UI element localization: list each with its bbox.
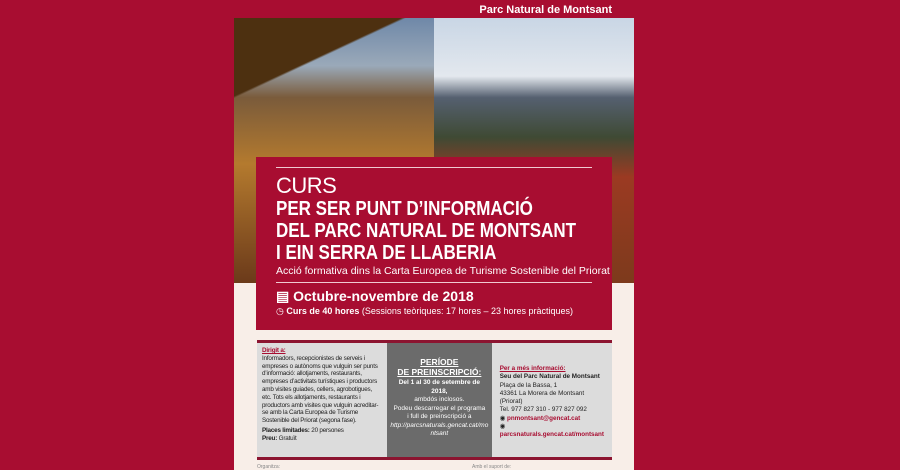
support-label: Amb el suport de: [472,464,512,470]
contact-address: Plaça de la Bassa, 1 [499,381,558,389]
web-icon: ◉ [499,423,506,431]
contact-box [492,343,612,457]
course-label: CURS [276,173,337,198]
registration-box [387,343,492,457]
registration-text: i full de preinscripció a [407,413,472,420]
title-line: I EIN SERRA DE LLABERIA [276,242,497,264]
audience-heading: Dirigit a: [262,347,286,354]
audience-box [257,343,387,457]
hours-detail: (Sessions teòriques: 17 hores – 23 hores pràctiques) [361,306,574,316]
brand-header: Parc Natural de Montsant [479,4,612,16]
organizer-label: Organitza: [257,464,281,470]
places-label: Places limitades: [262,426,310,434]
registration-dates: Del 1 al 30 de setembre de 2018, [398,379,480,395]
contact-web[interactable]: parcsnaturals.gencat.cat/montsant [499,431,604,439]
registration-link[interactable]: http://parcsnaturals.gencat.cat/montsant [390,421,489,437]
price-label: Preu: [262,434,278,442]
title-line: DEL PARC NATURAL DE MONTSANT [276,220,577,242]
clock-icon: ◷ [276,306,287,316]
registration-note: ambdós inclosos. [414,396,465,403]
hours: Curs de 40 hores [286,306,360,316]
title-box [256,157,612,330]
contact-heading: Per a més informació: [499,365,566,372]
price: Gratuït [278,434,297,442]
registration-heading: DE PREINSCRIPCIÓ: [397,367,482,377]
info-boxes [257,340,612,460]
places: 20 persones [311,426,344,434]
contact-email[interactable]: pnmontsant@gencat.cat [506,414,581,422]
contact-phone: Tel. 977 827 310 - 977 827 092 [499,406,587,414]
audience-text: Informadors, recepcionistes de serveis i empreses o autònoms que vulguin ser punts d’informació: allotjaments, restaurants, empreses d’activitats turístiques i productors amb visites guiades, cellers, agrobotigues, etc. Tots els allotjaments, restaurants i productors amb visites que vulguin acreditar-se amb la Carta Europea de Turisme Sostenible del Priorat (segona fase). [262,354,379,425]
poster [234,18,634,470]
title-line: PER SER PUNT D’INFORMACIÓ [276,198,533,220]
subtitle: Acció formativa dins la Carta Europea de Turisme Sostenible del Priorat [276,265,610,277]
contact-address: 43361 La Morera de Montsant (Priorat) [499,389,585,406]
email-icon: ◉ [499,414,507,422]
contact-name: Seu del Parc Natural de Montsant [499,373,600,381]
registration-heading: PERÍODE [420,357,459,367]
dates: Octubre-novembre de 2018 [293,288,474,304]
calendar-icon: ▤ [276,288,294,304]
registration-text: Podeu descarregar el programa [393,404,486,412]
